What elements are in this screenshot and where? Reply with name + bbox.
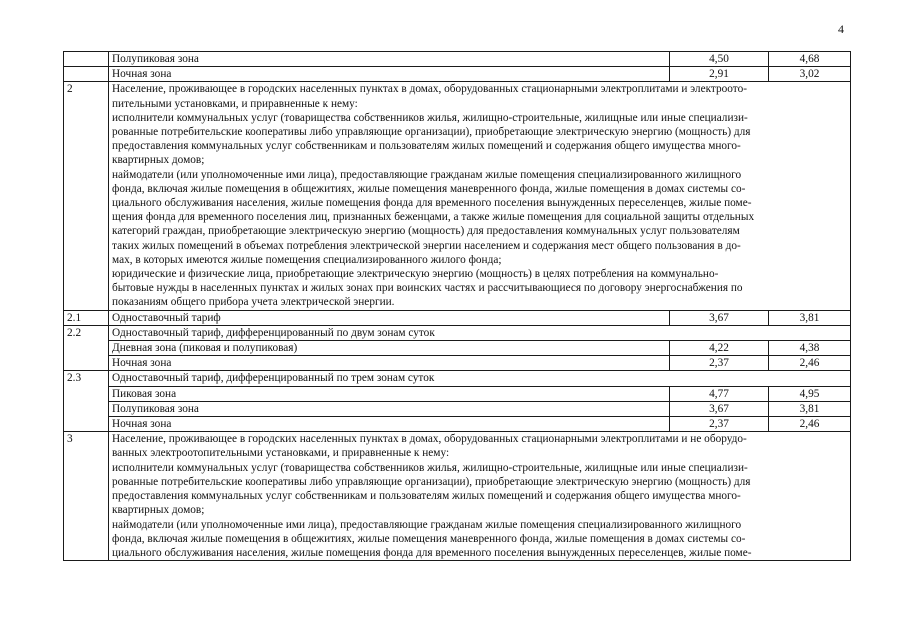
tariff-value-2: 2,46 bbox=[769, 417, 851, 432]
page-number: 4 bbox=[838, 22, 844, 36]
text-line: мах, в которых имеются жилые помещения специализированного жилого фонда; bbox=[112, 253, 502, 266]
text-line: таких жилых помещений в объемах потребления электрической энергии населением и содержания мест общего пользования в до- bbox=[112, 239, 741, 252]
tariff-value-2: 4,68 bbox=[769, 52, 851, 67]
text-line: предоставления коммунальных услуг собственникам и пользователям жилых помещений и содержания общего имущества много- bbox=[112, 490, 741, 503]
row-label: Ночная зона bbox=[109, 356, 670, 371]
text-line: юридические и физические лица, приобретающие электрическую энергию (мощность) в целях потребления на коммунально- bbox=[112, 268, 719, 281]
text-line: показаниям общего прибора учета электрической энергии. bbox=[112, 296, 395, 309]
row-label: Одноставочный тариф bbox=[109, 310, 670, 325]
text-line: исполнители коммунальных услуг (товарищества собственников жилья, жилищно-строительные, жилищные или иные специализи- bbox=[112, 111, 748, 124]
row-number: 2.2 bbox=[64, 325, 109, 371]
tariff-value-1: 3,67 bbox=[670, 401, 769, 416]
text-line: пительными установками, и приравненные к нему: bbox=[112, 97, 358, 110]
table-row bbox=[64, 325, 851, 340]
row-label: Одноставочный тариф, дифференцированный по трем зонам суток bbox=[109, 371, 851, 386]
section-row bbox=[64, 82, 851, 310]
section-row bbox=[64, 432, 851, 561]
text-line: рованные потребительские кооперативы либо управляющие организации), приобретающие электрическую энергию (мощность) для bbox=[112, 126, 751, 139]
tariff-value-1: 4,22 bbox=[670, 341, 769, 356]
row-number bbox=[64, 67, 109, 82]
text-line: щения фонда для временного поселения лиц, признанных беженцами, а также жилые помещения для социальной защиты отдельных bbox=[112, 211, 755, 224]
table-row bbox=[64, 310, 851, 325]
row-number: 2.3 bbox=[64, 371, 109, 432]
table-row bbox=[64, 386, 851, 401]
text-line: категорий граждан, приобретающие электрическую энергию (мощность) для предоставления коммунальных услуг пользователям bbox=[112, 225, 740, 238]
section-number: 3 bbox=[64, 432, 109, 561]
text-line: фонда, включая жилые помещения в общежитиях, жилые помещения маневренного фонда, жилые помещения в домах системы со- bbox=[112, 532, 746, 545]
tariff-value-2: 4,38 bbox=[769, 341, 851, 356]
tariff-value-2: 3,81 bbox=[769, 401, 851, 416]
row-label: Дневная зона (пиковая и полупиковая) bbox=[109, 341, 670, 356]
text-line: циального обслуживания населения, жилые помещения фонда для временного поселения вынужденных переселенцев, жилые поме- bbox=[112, 197, 752, 210]
tariff-value-1: 2,91 bbox=[670, 67, 769, 82]
row-label: Полупиковая зона bbox=[109, 401, 670, 416]
tariff-value-1: 3,67 bbox=[670, 310, 769, 325]
text-line: бытовые нужды в населенных пунктах и жилых зонах при воинских частях и рассчитывающиеся по договору энергоснабжения по bbox=[112, 282, 743, 295]
table-row bbox=[64, 341, 851, 356]
row-label: Пиковая зона bbox=[109, 386, 670, 401]
text-line: рованные потребительские кооперативы либо управляющие организации), приобретающие электрическую энергию (мощность) для bbox=[112, 475, 751, 488]
tariff-value-1: 4,77 bbox=[670, 386, 769, 401]
table-row bbox=[64, 67, 851, 82]
text-line: предоставления коммунальных услуг собственникам и пользователям жилых помещений и содержания общего имущества много- bbox=[112, 140, 741, 153]
text-line: наймодатели (или уполномоченные ими лица), предоставляющие гражданам жилые помещения специализированного жилищного bbox=[112, 518, 742, 531]
text-line: циального обслуживания населения, жилые помещения фонда для временного поселения вынужденных переселенцев, жилые поме- bbox=[112, 546, 752, 559]
tariff-value-2: 3,81 bbox=[769, 310, 851, 325]
tariff-value-1: 2,37 bbox=[670, 417, 769, 432]
row-number: 2.1 bbox=[64, 310, 109, 325]
table-row bbox=[64, 417, 851, 432]
table-row bbox=[64, 52, 851, 67]
text-line: Население, проживающее в городских населенных пунктах в домах, оборудованных стационарными электроплитами и не оборудо- bbox=[112, 433, 747, 446]
row-number bbox=[64, 52, 109, 67]
tariff-value-1: 2,37 bbox=[670, 356, 769, 371]
row-label: Одноставочный тариф, дифференцированный по двум зонам суток bbox=[109, 325, 851, 340]
row-label: Ночная зона bbox=[109, 417, 670, 432]
text-line: квартирных домов; bbox=[112, 504, 205, 517]
text-line: исполнители коммунальных услуг (товарищества собственников жилья, жилищно-строительные, жилищные или иные специализи- bbox=[112, 461, 748, 474]
text-line: ванных электроотопительными установками, и приравненные к нему: bbox=[112, 447, 450, 460]
tariff-value-2: 2,46 bbox=[769, 356, 851, 371]
tariff-table bbox=[63, 51, 851, 561]
section-description bbox=[109, 432, 851, 561]
text-line: фонда, включая жилые помещения в общежитиях, жилые помещения маневренного фонда, жилые помещения в домах системы со- bbox=[112, 182, 746, 195]
section-description bbox=[109, 82, 851, 310]
row-label: Полупиковая зона bbox=[109, 52, 670, 67]
table-row bbox=[64, 371, 851, 386]
text-line: Население, проживающее в городских населенных пунктах в домах, оборудованных стационарными электроплитами и электроото- bbox=[112, 83, 747, 96]
text-line: наймодатели (или уполномоченные ими лица), предоставляющие гражданам жилые помещения специализированного жилищного bbox=[112, 168, 742, 181]
text-line: квартирных домов; bbox=[112, 154, 205, 167]
tariff-value-2: 3,02 bbox=[769, 67, 851, 82]
row-label: Ночная зона bbox=[109, 67, 670, 82]
tariff-value-2: 4,95 bbox=[769, 386, 851, 401]
table-row bbox=[64, 401, 851, 416]
tariff-value-1: 4,50 bbox=[670, 52, 769, 67]
table-row bbox=[64, 356, 851, 371]
section-number: 2 bbox=[64, 82, 109, 310]
